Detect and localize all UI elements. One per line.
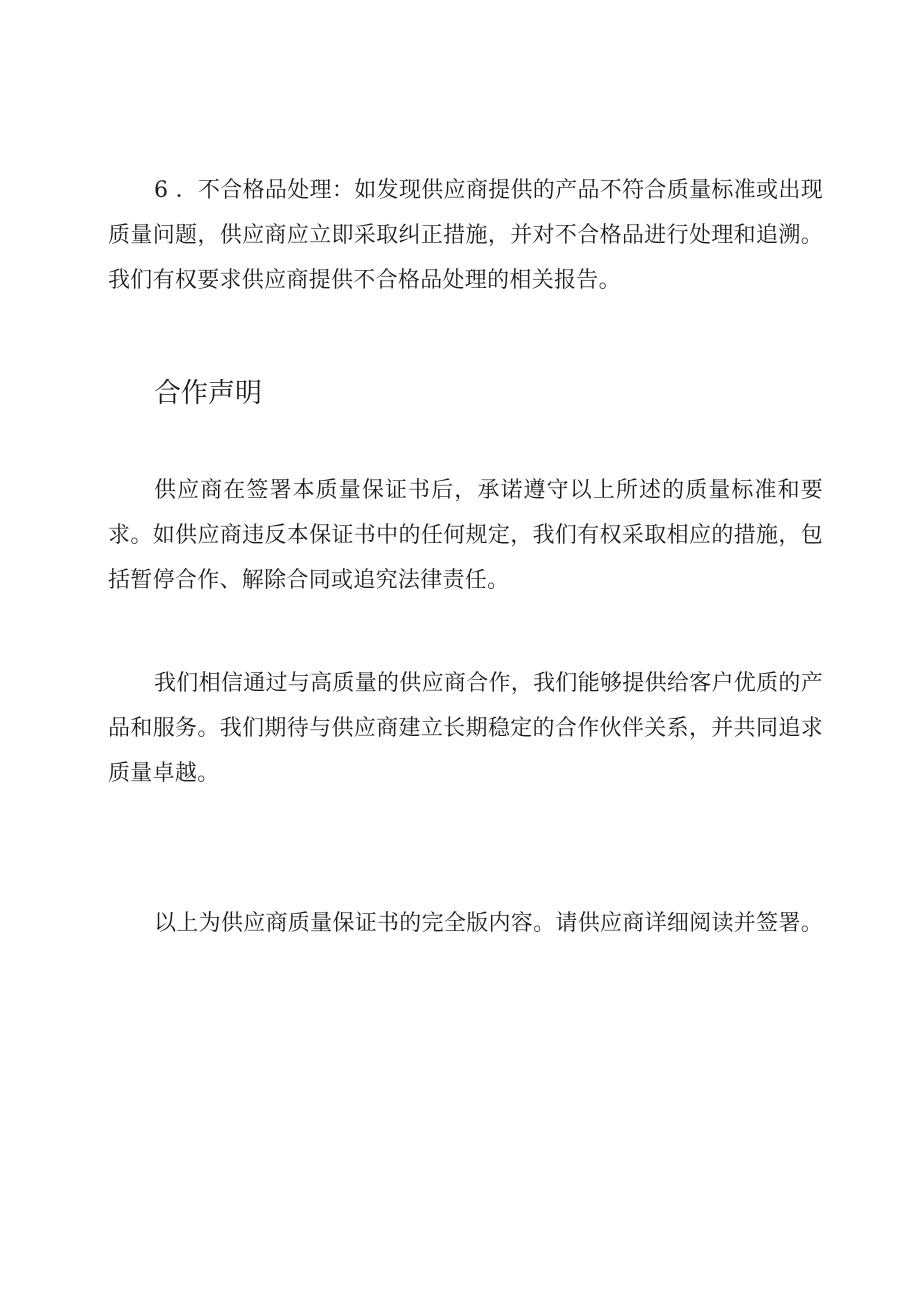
clause-6-nonconforming-products: 6 ．不合格品处理：如发现供应商提供的产品不符合质量标准或出现质量问题，供应商应立即采取纠正措施，并对不合格品进行处理和追溯。我们有权要求供应商提供不合格品处理的相关报告。 <box>108 178 823 293</box>
section-heading-cooperation-statement: 合作声明 <box>154 378 262 409</box>
closing-statement: 以上为供应商质量保证书的完全版内容。请供应商详细阅读并签署。 <box>154 911 824 936</box>
cooperation-paragraph-1: 供应商在签署本质量保证书后，承诺遵守以上所述的质量标准和要求。如供应商违反本保证书中的任何规定，我们有权采取相应的措施，包括暂停合作、解除合同或追究法律责任。 <box>108 478 823 593</box>
cooperation-paragraph-2: 我们相信通过与高质量的供应商合作，我们能够提供给客户优质的产品和服务。我们期待与供应商建立长期稳定的合作伙伴关系，并共同追求质量卓越。 <box>108 671 824 786</box>
